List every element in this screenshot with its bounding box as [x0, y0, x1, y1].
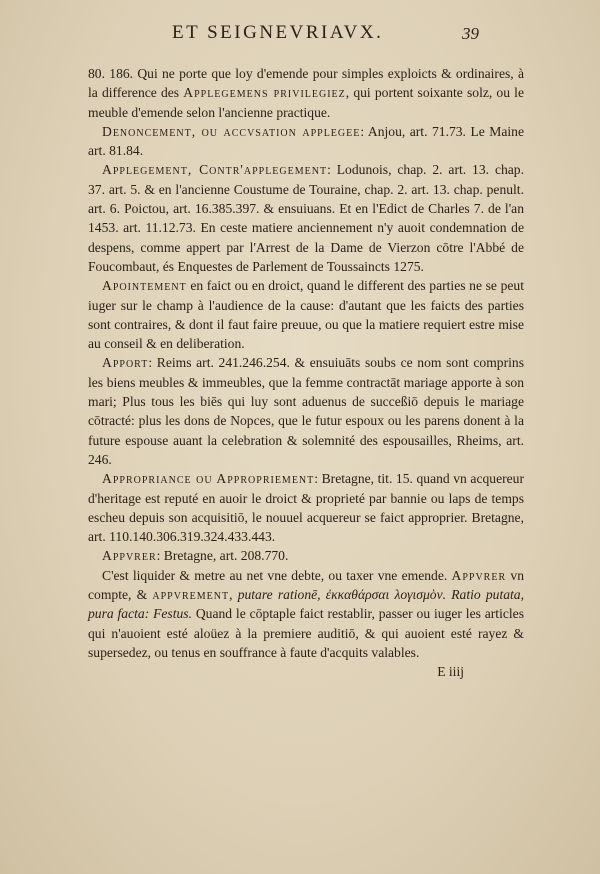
- paragraph: [88, 566, 524, 662]
- paragraph: [88, 160, 524, 276]
- text-body: [88, 64, 524, 682]
- text-run: : Bretagne, art. 208.770.: [156, 548, 289, 564]
- text-run: vn compte, &: [88, 567, 524, 603]
- running-title: ET SEIGNEVRIAVX.: [172, 22, 384, 43]
- entry-headword: Appvrer: [451, 567, 507, 583]
- paragraph: [88, 546, 524, 565]
- entry-headword: Appvrer: [102, 548, 157, 564]
- text-run: : Reims art. 241.246.254. & ensuiuāts soubs ce nom sont comprins les biens meubles & immeubles, que la femme contractāt mariage apporte à son mari; Plus tous les biēs qui luy sont aduenus de succeßiō depuis le mariage cōtracté: plus les dons de Nopces, que le futur espoux ou les parens donent à la future espouse auant la celebration & solemnité des espousailles, Rheims, art. 246.: [88, 355, 524, 467]
- entry-headword: Applegemens privilegiez: [183, 85, 346, 101]
- catchword: E iiij: [437, 664, 464, 680]
- entry-headword: Denoncement, ou accvsation applegee: [102, 123, 361, 139]
- text-run: 80. 186. Qui ne porte que loy d'emende pour simples exploicts & ordinaires, à la difference des: [88, 66, 524, 101]
- text-run: en faict ou en droict, quand le different des parties ne se peut iuger sur le champ à l'audience de la cause: d'autant que les faicts des parties sont contraires, & dont il faut faire preuue, ou que la matiere requiert estre mise au conseil & en deliberation.: [88, 278, 524, 352]
- text-run: Quand le cōptaple faict restablir, passer ou iuger les articles qui n'auoient esté aloüez à la premiere auditiō, & qui auoient esté rayez & supersedez, ou tenus en souffrance à faute d'acquits valables.: [88, 606, 524, 660]
- paragraph: [88, 122, 524, 161]
- text-run: ,: [229, 587, 238, 603]
- text-run: C'est liquider & metre au net vne debte, ou taxer vne emende.: [102, 567, 452, 583]
- entry-headword: appvrement: [152, 587, 230, 603]
- paragraph: [88, 276, 524, 353]
- entry-headword: Applegement, Contr'applegement: [102, 162, 328, 178]
- latin-gloss: putare rationē, ἐκκαθάρσαι λογισμὸν. Ratio putata, pura facta: Festus.: [88, 587, 525, 622]
- entry-headword: Appropriance ou Appropriement: [102, 471, 315, 487]
- text-run: : Anjou, art. 71.73. Le Maine art. 81.84.: [88, 123, 525, 159]
- paragraph: [88, 353, 524, 469]
- page-number: 39: [462, 24, 479, 43]
- text-run: : Lodunois, chap. 2. art. 13. chap. 37. art. 5. & en l'ancienne Coustume de Touraine, chap. 2. art. 13. chap. penult. art. 6. Poictou, art. 16.385.397. & ensuiuans. Et en l'Edict de Charles 7. de l'an 1453. art. 11.12.73. En ceste matiere anciennement n'y auoit condemnation de despens, comme appert par l'Arrest de la Dame de Vierzon cōtre l'Abbé de Foucombaut, és Enquestes de Parlement de Toussaincts 1275.: [88, 162, 525, 274]
- entry-headword: Apointement: [102, 278, 187, 294]
- entry-headword: Apport: [102, 355, 149, 371]
- text-run: : Bretagne, tit. 15. quand vn acquereur d'heritage est reputé en auoir le droict & proprieté par bannie ou laps de temps escheu depuis son acquisitiō, le nouuel acquereur se faict approprier. Bretagne, art. 110.140.306.319.324.433.443.: [88, 471, 524, 545]
- text-run: , qui portent soixante solz, ou le meuble d'emende selon l'ancienne practique.: [88, 85, 524, 120]
- page-header: [0, 18, 600, 48]
- paragraph: [88, 64, 524, 122]
- paragraph: [88, 469, 524, 546]
